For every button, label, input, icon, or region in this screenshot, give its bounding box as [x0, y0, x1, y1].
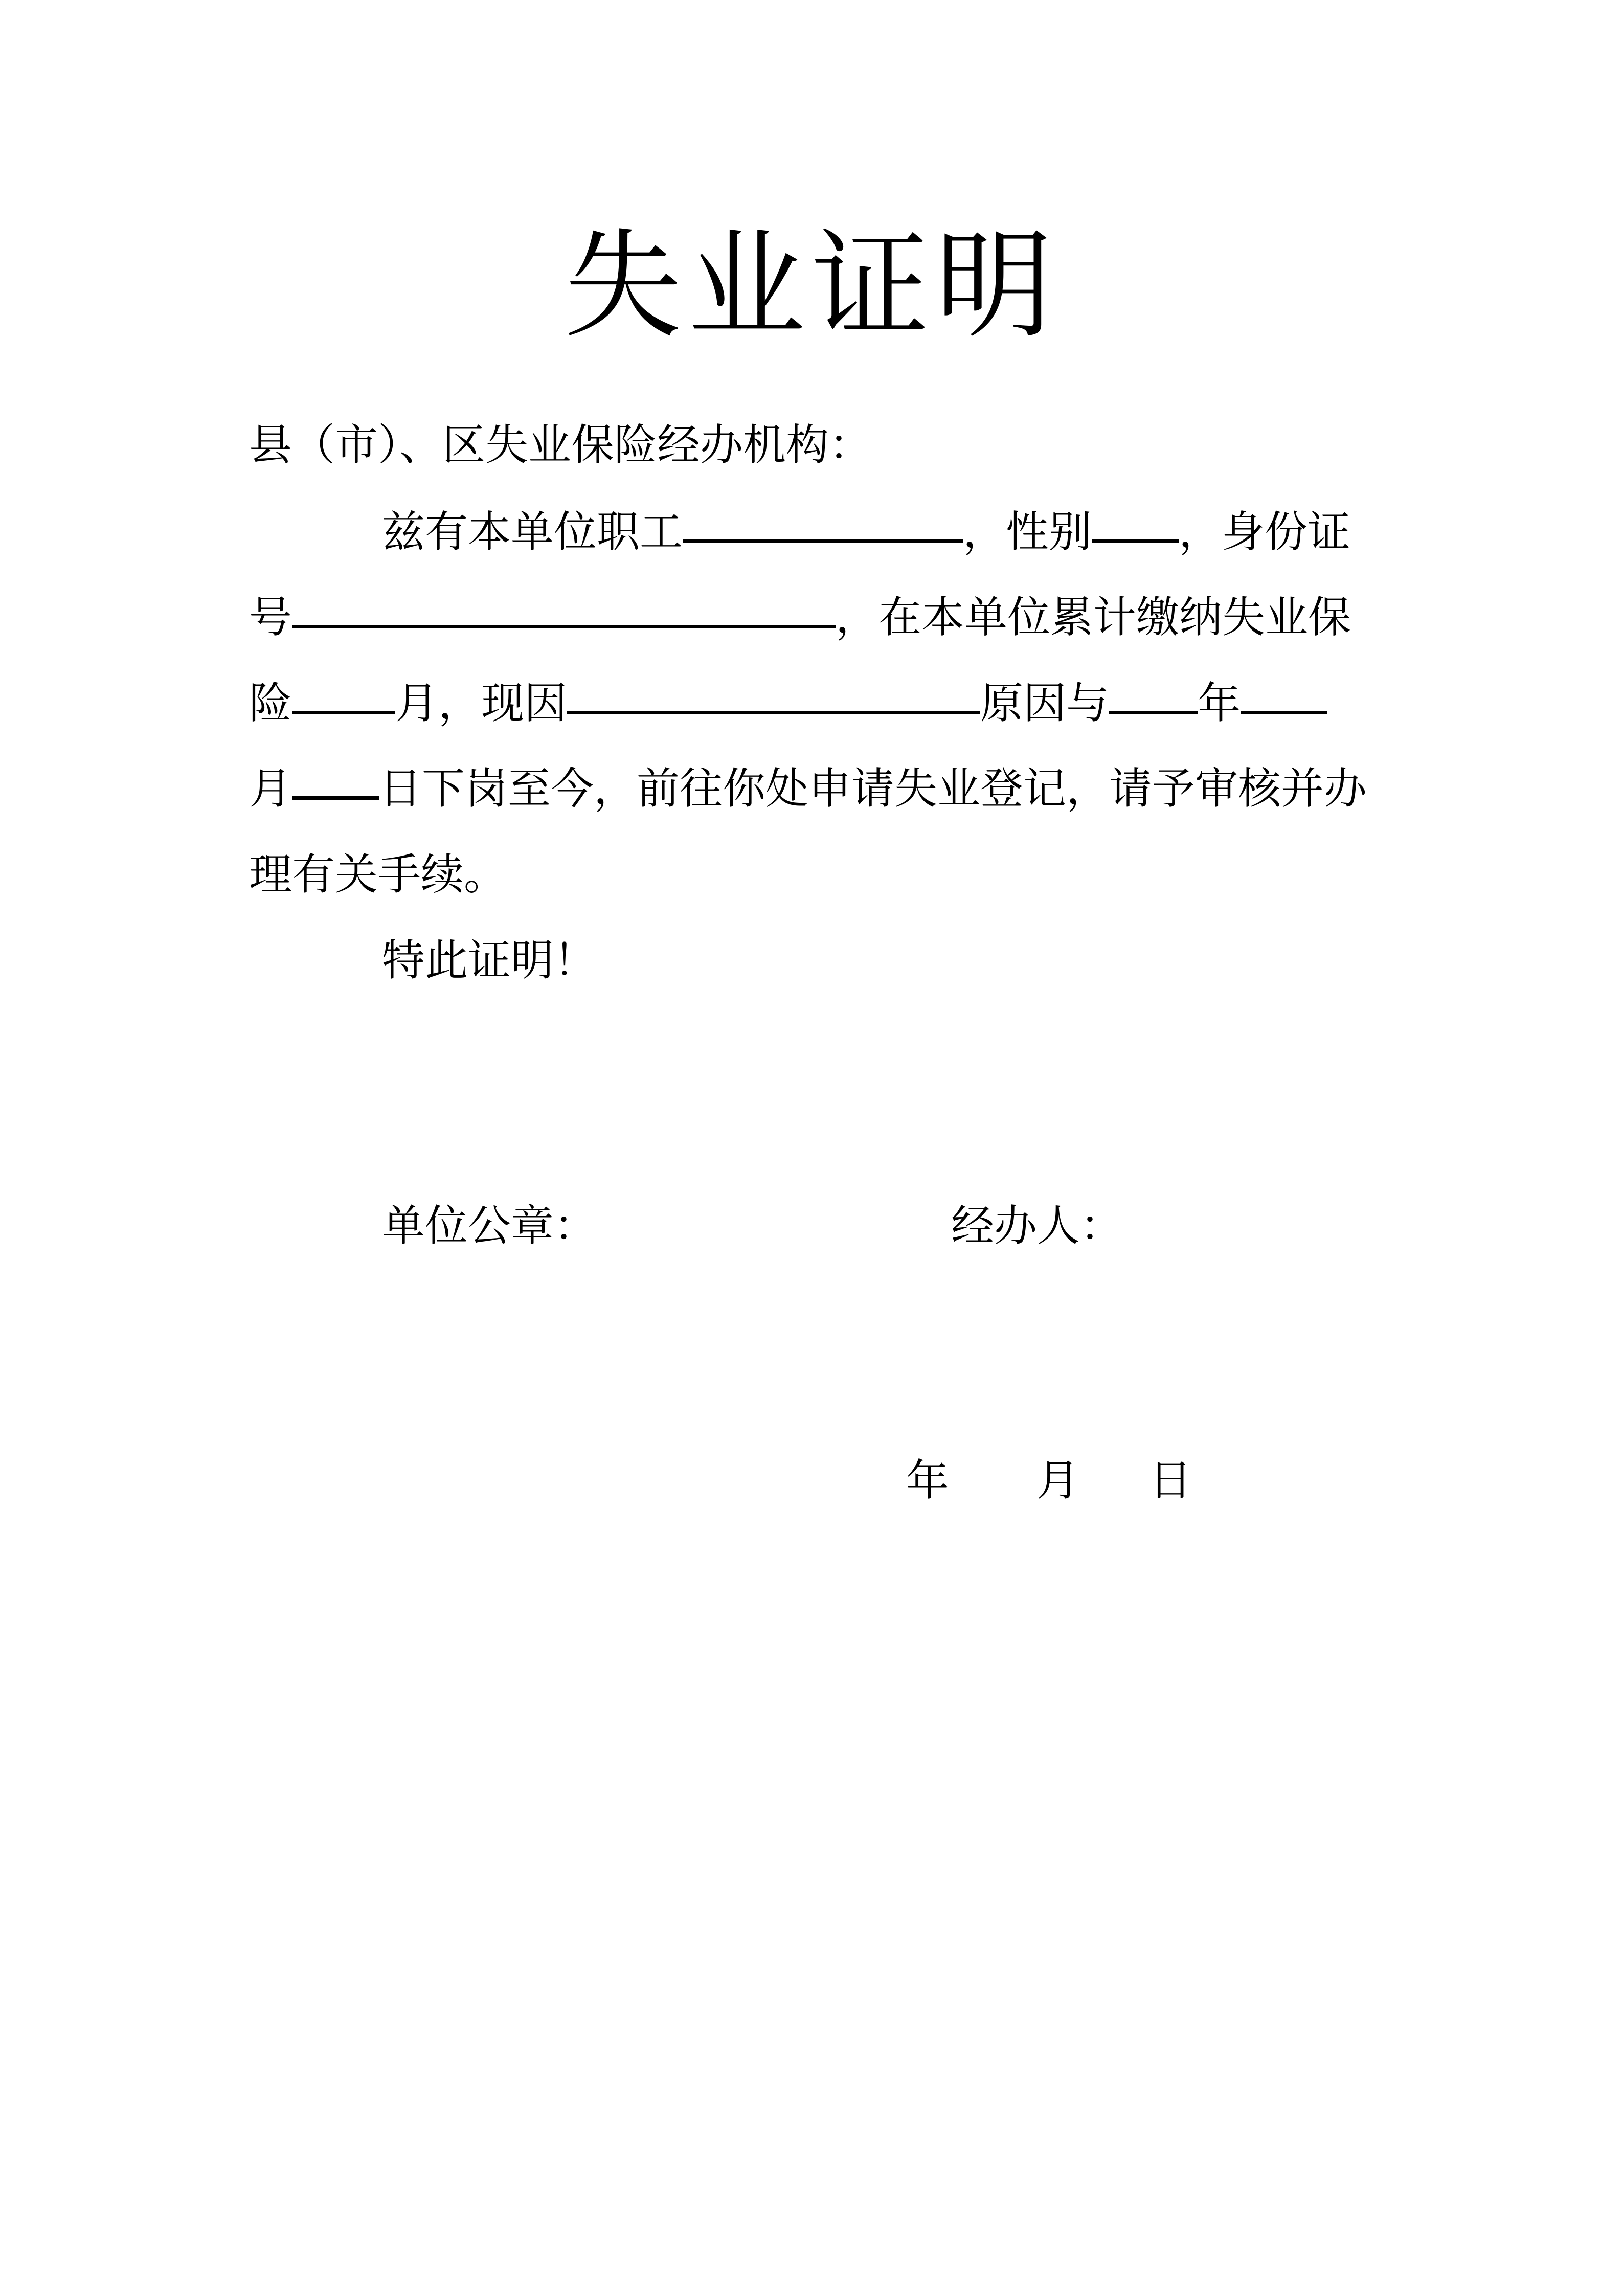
layoff-month-blank[interactable] [1241, 710, 1327, 714]
closing-statement: 特此证明！ [382, 935, 597, 985]
handler-label: 经办人： [951, 1201, 1123, 1251]
text-segment: 兹有本单位职工 [382, 507, 683, 557]
months-paid-blank[interactable] [292, 710, 395, 714]
text-segment: ，性别 [963, 507, 1092, 557]
text-segment: ，身份证 [1179, 507, 1351, 557]
text-segment: 月 [249, 763, 292, 814]
id-number-blank[interactable] [292, 624, 836, 628]
company-seal-label: 单位公章： [382, 1201, 597, 1251]
text-segment: 险 [249, 678, 292, 728]
paragraph-line-1 [382, 501, 1350, 562]
layoff-day-blank[interactable] [292, 796, 379, 800]
text-segment: 日下岗至今，前往你处申请失业登记，请予审核并办 [379, 763, 1367, 814]
date-day-label: 日 [1149, 1455, 1192, 1505]
text-segment: 原因与 [980, 678, 1110, 728]
date-year-label: 年 [906, 1455, 950, 1505]
paragraph-line-5: 理有关手续。 [249, 849, 507, 899]
gender-blank[interactable] [1092, 539, 1179, 543]
text-segment: 年 [1198, 678, 1241, 728]
paragraph-line-3 [249, 672, 1327, 734]
layoff-year-blank[interactable] [1109, 710, 1198, 714]
reason-blank[interactable] [567, 710, 980, 714]
text-segment: 月，现因 [395, 678, 568, 728]
text-segment: ，在本单位累计缴纳失业保 [836, 592, 1351, 642]
date-month-label: 月 [1036, 1455, 1080, 1505]
text-segment: 号 [249, 592, 292, 642]
employee-name-blank[interactable] [683, 539, 963, 543]
paragraph-line-4 [249, 758, 1367, 819]
salutation: 县（市）、区失业保险经办机构： [249, 420, 872, 470]
document-title: 失业证明 [563, 218, 1059, 354]
paragraph-line-2 [249, 587, 1351, 648]
